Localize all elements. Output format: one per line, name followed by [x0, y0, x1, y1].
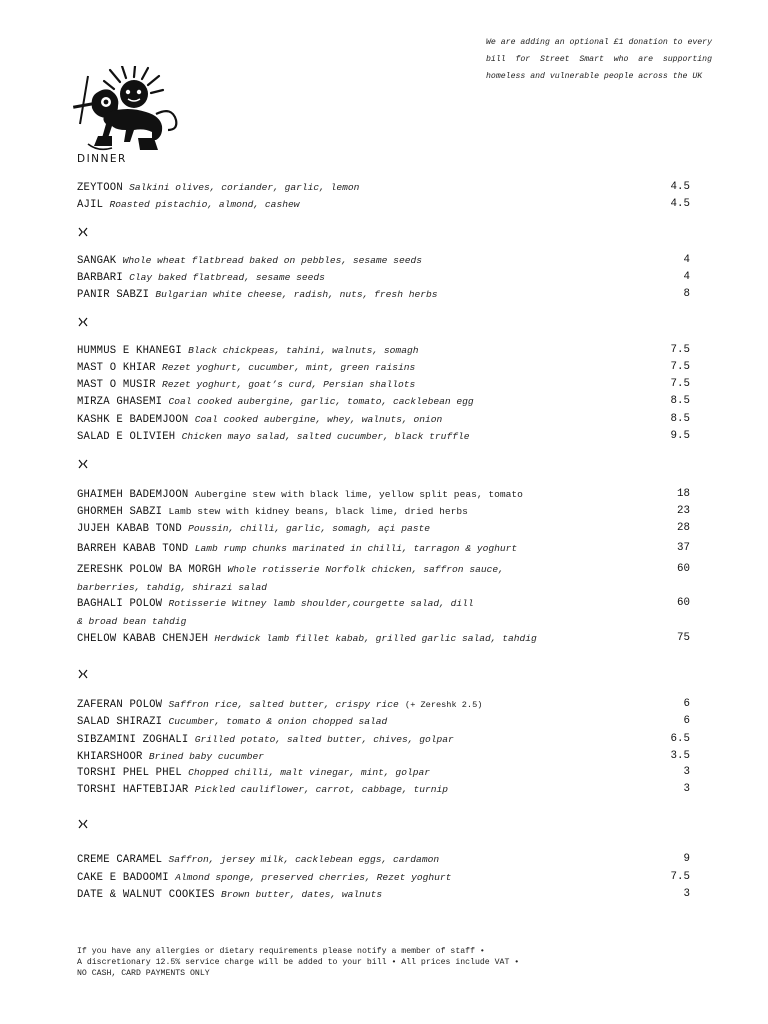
item-price: 6.5	[670, 733, 690, 745]
lion-and-sun-icon	[68, 66, 182, 152]
item-name: ZEYTOON	[77, 182, 123, 194]
item-name: AJIL	[77, 199, 104, 211]
item-price: 37	[677, 542, 690, 554]
menu-item	[77, 520, 690, 538]
item-name: BAGHALI POLOW	[77, 598, 163, 610]
item-addon: (+ Zereshk 2.5)	[405, 700, 483, 710]
item-description: Almond sponge, preserved cherries, Rezet yoghurt	[175, 872, 452, 883]
item-name: ZAFERAN POLOW	[77, 699, 163, 711]
item-description: Bulgarian white cheese, radish, nuts, fresh herbs	[155, 289, 438, 300]
item-description: Grilled potato, salted butter, chives, golpar	[194, 734, 454, 745]
section-divider-icon	[77, 458, 89, 470]
item-name: SANGAK	[77, 255, 117, 267]
section-divider-icon	[77, 316, 89, 328]
item-name: CHELOW KABAB CHENJEH	[77, 633, 209, 645]
item-description: Rotisserie Witney lamb shoulder,courgette salad, dill	[168, 598, 474, 609]
item-price: 7.5	[670, 378, 690, 390]
item-price: 23	[677, 505, 690, 517]
item-price: 9	[683, 853, 690, 865]
item-name: SIBZAMINI ZOGHALI	[77, 734, 189, 746]
item-name: KASHK E BADEMJOON	[77, 414, 189, 426]
item-price: 3	[683, 766, 690, 778]
item-description: Poussin, chilli, garlic, somagh, açi paste	[188, 523, 430, 534]
section-divider-icon	[77, 818, 89, 830]
item-price: 75	[677, 632, 690, 644]
menu-item	[77, 428, 690, 446]
item-description: Rezet yoghurt, goat’s curd, Persian shallots	[161, 379, 416, 390]
item-name: MAST O MUSIR	[77, 379, 156, 391]
menu-item	[77, 886, 690, 904]
item-price: 8.5	[670, 413, 690, 425]
item-price: 6	[683, 698, 690, 710]
item-description: Saffron, jersey milk, cacklebean eggs, cardamon	[168, 854, 440, 865]
item-description: Lamb stew with kidney beans, black lime, dried herbs	[168, 506, 468, 517]
item-name: GHAIMEH BADEMJOON	[77, 489, 189, 501]
item-name: CAKE E BADOOMI	[77, 872, 169, 884]
item-description: Clay baked flatbread, sesame seeds	[129, 272, 325, 283]
item-description: Aubergine stew with black lime, yellow split peas, tomato	[194, 489, 523, 500]
item-price: 28	[677, 522, 690, 534]
menu-item	[77, 764, 690, 782]
menu-item	[77, 179, 690, 197]
item-description: Saffron rice, salted butter, crispy rice	[168, 699, 399, 710]
item-name: BARREH KABAB TOND	[77, 543, 189, 555]
item-price: 3.5	[670, 750, 690, 762]
menu-item	[77, 781, 690, 799]
item-name: HUMMUS E KHANEGI	[77, 345, 182, 357]
item-description: Rezet yoghurt, cucumber, mint, green raisins	[161, 362, 416, 373]
section-divider-icon	[77, 668, 89, 680]
item-description: Chopped chilli, malt vinegar, mint, golpar	[188, 767, 430, 778]
item-description: Pickled cauliflower, carrot, cabbage, turnip	[194, 784, 449, 795]
item-name: PANIR SABZI	[77, 289, 150, 301]
item-description: Black chickpeas, tahini, walnuts, somagh	[188, 345, 419, 356]
item-price: 60	[677, 563, 690, 575]
item-price: 9.5	[670, 430, 690, 442]
item-price: 60	[677, 597, 690, 609]
menu-item	[77, 561, 690, 596]
item-name: ZERESHK POLOW BA MORGH	[77, 564, 222, 576]
item-description: Coal cooked aubergine, whey, walnuts, onion	[194, 414, 443, 425]
item-name: BARBARI	[77, 272, 123, 284]
item-name: JUJEH KABAB TOND	[77, 523, 182, 535]
item-description: Salkini olives, coriander, garlic, lemon	[129, 182, 360, 193]
menu-item	[77, 503, 690, 521]
item-name: MIRZA GHASEMI	[77, 396, 163, 408]
menu-item	[77, 696, 690, 714]
menu-item	[77, 851, 690, 869]
item-price: 4	[683, 271, 690, 283]
donation-notice: We are adding an optional £1 donation to every bill for Street Smart who are supporting homeless and vulnerable people across the UK	[486, 38, 713, 81]
menu-item	[77, 486, 690, 504]
menu-item	[77, 252, 690, 270]
footer-service-note: A discretionary 12.5% service charge will be added to your bill • All prices include VAT •	[77, 958, 520, 967]
menu-item	[77, 269, 690, 287]
item-name: MAST O KHIAR	[77, 362, 156, 374]
item-description: Herdwick lamb fillet kabab, grilled garlic salad, tahdig	[214, 633, 537, 644]
item-name: TORSHI HAFTEBIJAR	[77, 784, 189, 796]
item-description: Whole wheat flatbread baked on pebbles, sesame seeds	[122, 255, 422, 266]
menu-title: DINNER	[77, 153, 127, 165]
item-description: Coal cooked aubergine, garlic, tomato, cacklebean egg	[168, 396, 474, 407]
footer-payment-note: NO CASH, CARD PAYMENTS ONLY	[77, 969, 210, 978]
item-name: SALAD SHIRAZI	[77, 716, 163, 728]
item-price: 4	[683, 254, 690, 266]
item-description: Chicken mayo salad, salted cucumber, black truffle	[181, 431, 470, 442]
item-price: 7.5	[670, 361, 690, 373]
item-description: Brown butter, dates, walnuts	[220, 889, 383, 900]
menu-item	[77, 376, 690, 394]
menu-item	[77, 731, 690, 749]
item-price: 18	[677, 488, 690, 500]
item-price: 8.5	[670, 395, 690, 407]
footer-allergy-note: If you have any allergies or dietary requirements please notify a member of staff •	[77, 947, 485, 956]
item-description: Cucumber, tomato & onion chopped salad	[168, 716, 388, 727]
item-description: Brined baby cucumber	[148, 751, 264, 762]
item-price: 3	[683, 783, 690, 795]
footer-notes	[77, 946, 519, 979]
menu-item	[77, 393, 690, 411]
section-divider-icon	[77, 226, 89, 238]
item-price: 3	[683, 888, 690, 900]
item-price: 4.5	[670, 181, 690, 193]
item-price: 4.5	[670, 198, 690, 210]
item-price: 8	[683, 288, 690, 300]
item-description: Roasted pistachio, almond, cashew	[109, 199, 300, 210]
menu-item	[77, 713, 690, 731]
menu-item	[77, 342, 690, 360]
item-name: GHORMEH SABZI	[77, 506, 163, 518]
item-name: CREME CARAMEL	[77, 854, 163, 866]
item-description: Lamb rump chunks marinated in chilli, tarragon & yoghurt	[194, 543, 518, 554]
item-price: 7.5	[670, 344, 690, 356]
menu-item	[77, 630, 690, 648]
item-name: SALAD E OLIVIEH	[77, 431, 176, 443]
item-description-continued: & broad bean tahdig	[77, 616, 187, 627]
item-name: DATE & WALNUT COOKIES	[77, 889, 215, 901]
item-price: 7.5	[670, 871, 690, 883]
menu-item	[77, 869, 690, 887]
item-description: Whole rotisserie Norfolk chicken, saffron sauce,	[227, 564, 504, 575]
item-name: TORSHI PHEL PHEL	[77, 767, 182, 779]
menu-item	[77, 359, 690, 377]
menu-item	[77, 595, 690, 630]
menu-item	[77, 286, 690, 304]
item-name: KHIARSHOOR	[77, 751, 143, 763]
item-description-continued: barberries, tahdig, shirazi salad	[77, 582, 267, 593]
menu-item	[77, 540, 690, 558]
menu-item	[77, 411, 690, 429]
menu-item	[77, 196, 690, 214]
item-price: 6	[683, 715, 690, 727]
